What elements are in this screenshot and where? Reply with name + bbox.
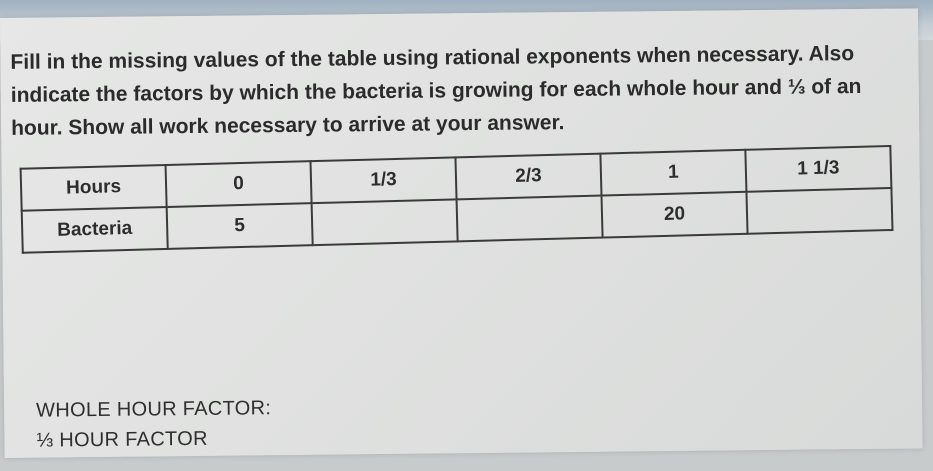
table-cell: 20 [601,192,747,238]
table-cell-blank[interactable] [312,199,458,245]
table-cell: 1/3 [310,157,456,203]
table-cell-blank[interactable] [746,188,892,234]
whole-hour-factor-label: WHOLE HOUR FACTOR: [35,397,272,422]
row-label-hours: Hours [21,165,167,211]
table-cell: 1 1/3 [745,146,891,192]
worksheet-paper [0,8,923,458]
instructions-text: Fill in the missing values of the table using rational exponents when necessary. Also indicate the factors by which the bacteria is growing for each whole hour and ⅓ of an hour. Show all work necessary to arrive at your answer. [10,42,862,140]
table-cell: 5 [167,203,313,249]
table-cell: 0 [166,161,312,207]
table-cell-blank[interactable] [457,196,603,242]
hours-bacteria-table [20,145,894,254]
table-cell: 2/3 [455,154,601,200]
table-cell: 1 [600,150,746,196]
third-hour-factor-label: ⅓ HOUR FACTOR [36,427,208,452]
row-label-bacteria: Bacteria [22,207,168,253]
